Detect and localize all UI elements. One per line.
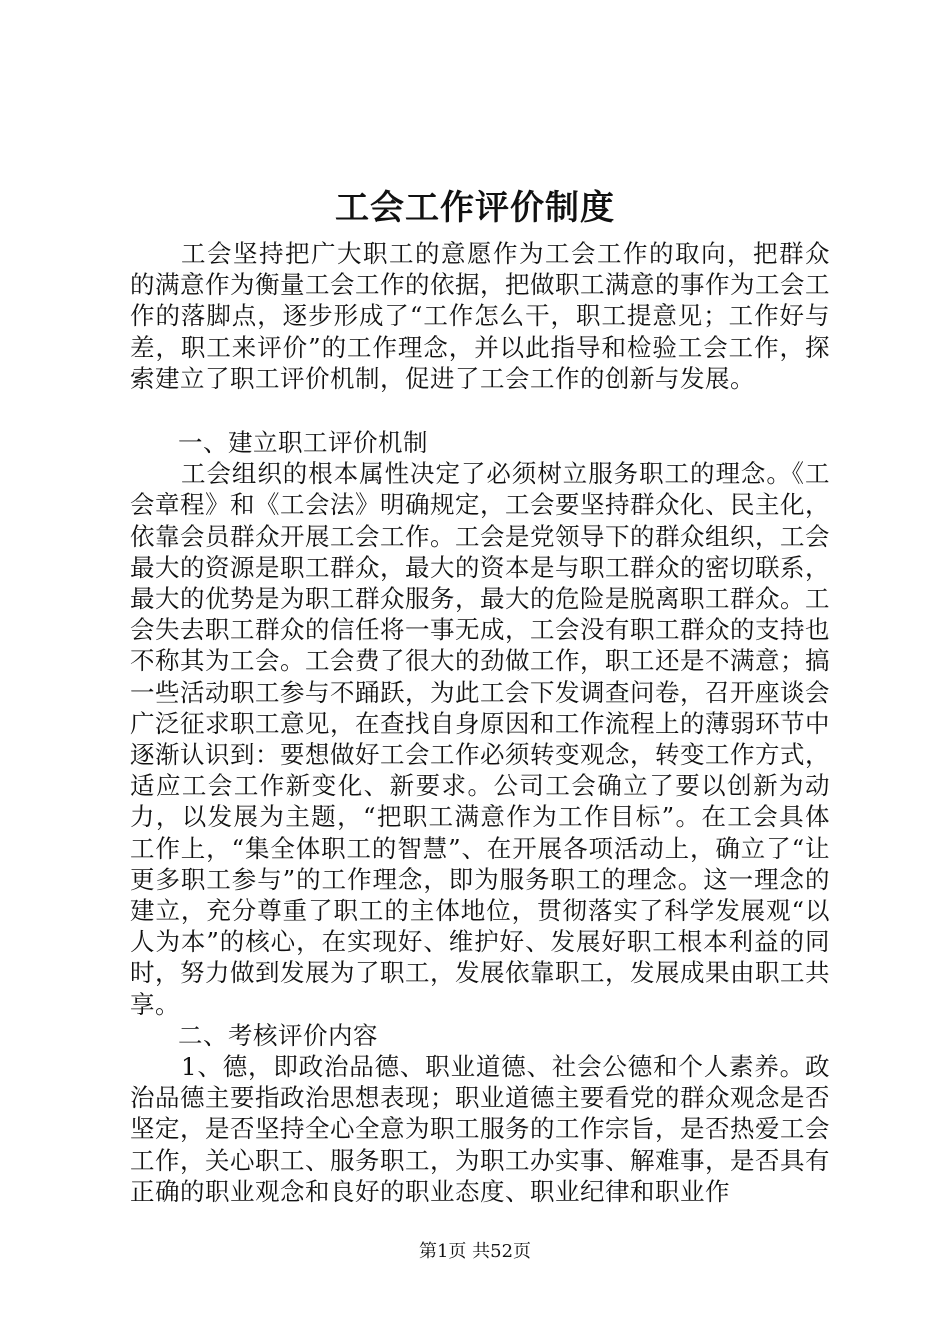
section-1-heading: 一、建立职工评价机制 — [178, 428, 428, 458]
section-2-item-1: 1、德，即政治品德、职业道德、社会公德和个人素养。政治品德主要指政治思想表现；职业道德主要看党的群众观念是否坚定，是否坚持全心全意为职工服务的工作宗旨，是否热爱工会工作，关心职工、服务职工，为职工办实事、解难事，是否具有正确的职业观念和良好的职业态度、职业纪律和职业作 — [130, 1052, 830, 1206]
page-number: 第1页 共52页 — [418, 1241, 532, 1262]
section-1-paragraph: 工会组织的根本属性决定了必须树立服务职工的理念。《工会章程》和《工会法》明确规定，工会要坚持群众化、民主化，依靠会员群众开展工会工作。工会是党领导下的群众组织，工会最大的资源是职工群众，最大的资本是与职工群众的密切联系，最大的优势是为职工群众服务，最大的危险是脱离职工群众。工会失去职工群众的信任将一事无成，工会没有职工群众的支持也不称其为工会。工会费了很大的劲做工作，职工还是不满意；搞一些活动职工参与不踊跃，为此工会下发调查问卷，召开座谈会广泛征求职工意见，在查找自身原因和工作流程上的薄弱环节中逐渐认识到：要想做好工会工作必须转变观念，转变工作方式，适应工会工作新变化、新要求。公司工会确立了要以创新为动力，以发展为主题，“把职工满意作为工作目标”。在工会具体工作上，“集全体职工的智慧”、在开展各项活动上，确立了“让更多职工参与”的工作理念，即为服务职工的理念。这一理念的建立，充分尊重了职工的主体地位，贯彻落实了科学发展观“以人为本”的核心，在实现好、维护好、发展好职工根本利益的同时，努力做到发展为了职工，发展依靠职工，发展成果由职工共享。 — [130, 459, 830, 1019]
document-body — [130, 238, 830, 1207]
section-2-heading: 二、考核评价内容 — [178, 1020, 378, 1050]
document-title: 工会工作评价制度 — [335, 188, 615, 228]
intro-paragraph: 工会坚持把广大职工的意愿作为工会工作的取向，把群众的满意作为衡量工会工作的依据，把做职工满意的事作为工会工作的落脚点，逐步形成了“工作怎么干，职工提意见；工作好与差，职工来评价”的工作理念，并以此指导和检验工会工作，探索建立了职工评价机制，促进了工会工作的创新与发展。 — [130, 239, 830, 393]
paragraph-gap — [130, 394, 830, 427]
